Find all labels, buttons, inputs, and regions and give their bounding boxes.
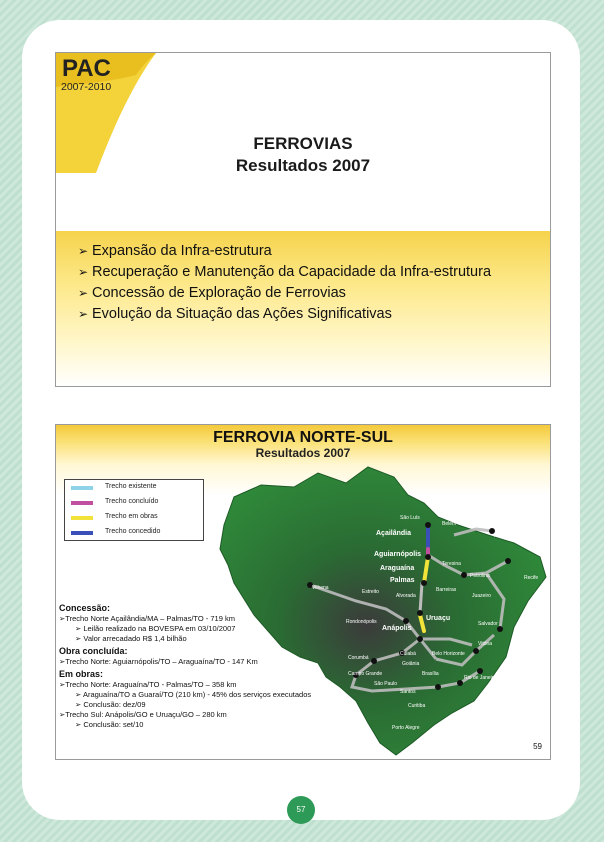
arrow-bullet-icon: ➢ [78, 244, 89, 258]
city-label-sao-luis: São Luís [400, 515, 420, 521]
emobras-heading: Em obras: [59, 669, 104, 679]
city-label-palmas: Palmas [390, 577, 415, 584]
city-label-estreito: Estreito [362, 589, 379, 595]
info-line [59, 690, 389, 700]
city-label-petrolina: Petrolina [470, 573, 490, 579]
bullet-text: Recuperação e Manutenção da Capacidade da Infra-estrutura [92, 264, 492, 280]
city-label-porto-alegre: Porto Alegre [392, 725, 420, 731]
legend-label: Trecho concedido [105, 528, 161, 535]
slide1-title-line2: Resultados 2007 [235, 156, 371, 175]
arrow-bullet-icon: ➢ [75, 624, 84, 633]
city-label-vilhena: Vilhena [312, 585, 329, 591]
info-text: Trecho Norte: Aguiarnópolis/TO – Araguaína/TO - 147 Km [65, 657, 258, 666]
legend-swatch-concedido [71, 531, 93, 535]
city-label-salvador: Salvador [478, 621, 498, 627]
info-line [59, 614, 389, 624]
pac-logo-years: 2007-2010 [61, 81, 112, 93]
arrow-bullet-icon: ➢ [78, 286, 89, 300]
bullet-item [78, 241, 491, 262]
city-label-vitoria: Vitória [478, 641, 493, 647]
info-line [59, 634, 389, 644]
info-line [59, 700, 389, 710]
info-text: Conclusão: dez/09 [83, 700, 146, 709]
info-text: Araguaína/TO a Guaraí/TO (210 km) - 45% dos serviços executados [82, 690, 312, 699]
city-label-acailandia: Açailândia [376, 530, 412, 537]
city-label-santos: Santos [400, 689, 416, 695]
city-label-corumba: Corumbá [348, 655, 369, 661]
arrow-bullet-icon: ➢ [59, 680, 66, 689]
city-label-anapolis: Anápolis [382, 625, 412, 632]
legend-label: Trecho em obras [105, 513, 158, 520]
info-text: Leilão realizado na BOVESPA em 03/10/2007 [83, 624, 236, 633]
arrow-bullet-icon: ➢ [75, 700, 84, 709]
arrow-bullet-icon: ➢ [75, 690, 83, 699]
city-label-curitiba: Curitiba [408, 703, 426, 709]
arrow-bullet-icon: ➢ [78, 265, 89, 279]
legend-swatch-concluido [71, 501, 93, 505]
slide-number: 59 [533, 742, 542, 751]
legend-swatch-obras [71, 516, 93, 520]
map-legend [64, 479, 204, 541]
slide-ferrovias-resultados [55, 52, 551, 387]
city-label-rondonopolis: Rondonópolis [346, 619, 377, 625]
legend-label: Trecho existente [105, 483, 157, 490]
slide2-info-text [59, 601, 389, 730]
arrow-bullet-icon: ➢ [75, 720, 84, 729]
city-label-juazeiro: Juazeiro [472, 593, 491, 599]
slide1-title-line1: FERROVIAS [253, 134, 353, 153]
city-label-teresina: Teresina [442, 561, 461, 567]
info-line [59, 720, 389, 730]
info-text: Conclusão: set/10 [83, 720, 144, 729]
obra-heading: Obra concluída: [59, 646, 128, 656]
info-text: Trecho Norte Açailândia/MA – Palmas/TO - 719 km [65, 614, 235, 623]
arrow-bullet-icon: ➢ [75, 634, 84, 643]
bullet-item [78, 262, 491, 283]
city-label-uruacu: Uruaçu [426, 615, 451, 622]
pac-logo-text: PAC [62, 55, 111, 82]
arrow-bullet-icon: ➢ [59, 614, 66, 623]
city-label-brasilia: Brasília [422, 671, 439, 677]
bullet-item [78, 283, 491, 304]
arrow-bullet-icon: ➢ [78, 307, 89, 321]
info-text: Trecho Norte: Araguaína/TO - Palmas/TO – 358 km [65, 680, 237, 689]
city-label-fortaleza: Fortaleza [494, 533, 515, 539]
slide2-title: FERROVIA NORTE-SUL [213, 429, 393, 446]
city-label-belem: Belém [442, 521, 457, 527]
city-label-recife: Recife [524, 575, 539, 581]
bullet-text: Expansão da Infra-estrutura [92, 243, 272, 259]
bullet-list [78, 241, 491, 325]
slide2-subtitle: Resultados 2007 [255, 446, 351, 460]
info-line [59, 680, 389, 690]
city-label-aguiarnopolis: Aguiarnópolis [374, 551, 422, 558]
city-label-alvorada: Alvorada [396, 593, 416, 599]
info-line [59, 710, 389, 720]
city-label-araguaina: Araguaína [380, 565, 415, 572]
city-label-goiania: Goiânia [402, 661, 420, 667]
page-number: 57 [287, 796, 315, 824]
bullet-text: Concessão de Exploração de Ferrovias [92, 285, 346, 301]
info-line [59, 657, 389, 667]
slide1-title [56, 133, 550, 177]
city-label-campo-grande: Campo Grande [348, 671, 383, 677]
city-label-barreiras: Barreiras [436, 587, 457, 593]
city-label-cuiaba: Cuiabá [400, 651, 416, 657]
slide-ferrovia-norte-sul [55, 424, 551, 760]
legend-label: Trecho concluído [105, 498, 159, 505]
info-line [59, 624, 389, 634]
arrow-bullet-icon: ➢ [59, 657, 66, 666]
arrow-bullet-icon: ➢ [59, 710, 66, 719]
city-label-sp: São Paulo [374, 681, 398, 687]
city-label-bh: Belo Horizonte [432, 651, 465, 657]
bullet-item [78, 304, 491, 325]
city-label-rio: Rio de Janeiro [464, 675, 497, 681]
info-text: Trecho Sul: Anápolis/GO e Uruaçu/GO – 280 km [65, 710, 227, 719]
concessao-heading: Concessão: [59, 603, 111, 613]
info-text: Valor arrecadado R$ 1,4 bilhão [83, 634, 187, 643]
legend-swatch-existente [71, 486, 93, 490]
bullet-text: Evolução da Situação das Ações Significativas [92, 306, 392, 322]
